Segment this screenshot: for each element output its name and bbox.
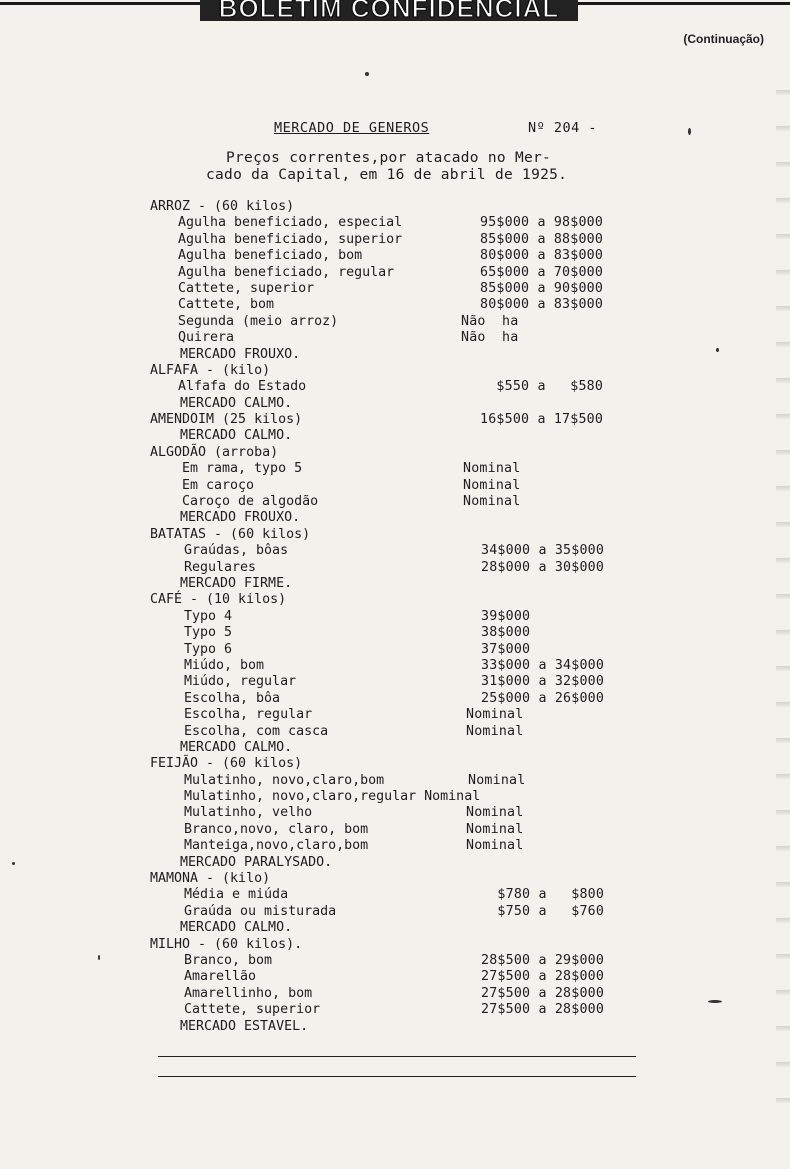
market-status: MERCADO CALMO.	[180, 428, 293, 444]
subtitle	[206, 150, 646, 184]
category-label: AMENDOIM (25 kilos)	[150, 412, 303, 428]
price-row	[0, 642, 790, 658]
item-label: Manteiga,novo,claro,bom	[184, 838, 369, 854]
price-row	[0, 838, 790, 854]
price-row	[0, 707, 790, 723]
market-status-row	[0, 855, 790, 871]
price-row	[0, 674, 790, 690]
speck	[98, 955, 100, 960]
price-row	[0, 314, 790, 330]
category-label: MILHO - (60 kilos).	[150, 936, 303, 952]
price-list	[0, 199, 790, 1035]
item-label: Cattete, superior	[178, 280, 315, 296]
item-price: Não ha	[461, 313, 519, 329]
item-label: Mulatinho, velho	[184, 805, 313, 821]
item-label: Miúdo, bom	[184, 657, 265, 673]
price-row	[0, 773, 790, 789]
speck	[688, 128, 691, 135]
category-row	[0, 412, 790, 428]
item-price: 38$000	[481, 625, 531, 641]
item-price: Nominal	[466, 821, 524, 837]
category-row	[0, 445, 790, 461]
item-label: Agulha beneficiado, especial	[178, 215, 403, 231]
item-price: Nominal	[466, 707, 524, 723]
speck	[12, 862, 15, 865]
price-row	[0, 691, 790, 707]
item-price: Não ha	[461, 330, 519, 346]
item-label: Agulha beneficiado, superior	[178, 231, 403, 247]
item-price: 28$000 a 30$000	[481, 559, 605, 575]
market-status: MERCADO FIRME.	[180, 575, 293, 591]
price-row	[0, 724, 790, 740]
item-label: Agulha beneficiado, bom	[178, 248, 363, 264]
item-price: 95$000 a 98$000	[480, 215, 604, 231]
category-row	[0, 199, 790, 215]
item-price: $750 a $760	[481, 903, 605, 919]
item-label: Typo 5	[184, 625, 233, 641]
market-status: MERCADO FROUXO.	[180, 346, 301, 362]
price-row	[0, 281, 790, 297]
subtitle-line-2: cado da Capital, em 16 de abril de 1925.	[206, 167, 568, 183]
market-status: MERCADO CALMO.	[180, 920, 293, 936]
category-row	[0, 756, 790, 772]
price-row	[0, 265, 790, 281]
market-status: MERCADO ESTAVEL.	[180, 1018, 309, 1034]
category-row	[0, 527, 790, 543]
item-label: Quirera	[178, 330, 235, 346]
item-label: Em rama, typo 5	[182, 461, 303, 477]
item-label: Mulatinho, novo,claro,bom	[184, 772, 385, 788]
price-row	[0, 625, 790, 641]
price-row	[0, 543, 790, 559]
price-row	[0, 297, 790, 313]
price-row	[0, 789, 790, 805]
subtitle-line-1: Preços correntes,por atacado no Mer-	[226, 150, 552, 166]
masthead-title: BOLETIM CONFIDENCIAL	[200, 0, 578, 21]
item-price: 80$000 a 83$000	[480, 248, 604, 264]
market-status-row	[0, 396, 790, 412]
price-row	[0, 461, 790, 477]
item-price: 37$000	[481, 641, 531, 657]
speck	[716, 348, 719, 352]
price-row	[0, 478, 790, 494]
market-status: MERCADO PARALYSADO.	[180, 854, 333, 870]
item-price: 31$000 a 32$000	[481, 674, 605, 690]
market-status: MERCADO CALMO.	[180, 739, 293, 755]
market-status: MERCADO FROUXO.	[180, 510, 301, 526]
price-row	[0, 1002, 790, 1018]
item-label: Graúdas, bôas	[184, 543, 289, 559]
price-row	[0, 822, 790, 838]
item-price: 28$500 a 29$000	[481, 952, 605, 968]
category-label: ALFAFA - (kilo)	[150, 362, 271, 378]
item-price: 27$500 a 28$000	[481, 1002, 605, 1018]
item-price: Nominal	[463, 477, 521, 493]
rule-2	[158, 1076, 636, 1077]
item-price: $550 a $580	[480, 379, 604, 395]
price-row	[0, 248, 790, 264]
category-label: ARROZ - (60 kilos)	[150, 199, 295, 214]
item-label: Typo 6	[184, 641, 233, 657]
item-price: 34$000 a 35$000	[481, 543, 605, 559]
price-row	[0, 215, 790, 231]
item-label: Branco,novo, claro, bom	[184, 821, 369, 837]
price-row	[0, 609, 790, 625]
price-row	[0, 986, 790, 1002]
item-price: Nominal	[463, 494, 521, 510]
speck	[708, 1000, 722, 1003]
market-status-row	[0, 347, 790, 363]
category-label: ALGODÃO (arroba)	[150, 444, 279, 460]
item-price: 85$000 a 90$000	[480, 280, 604, 296]
item-label: Escolha, bôa	[184, 690, 281, 706]
item-label: Em caroço	[182, 477, 255, 493]
market-status-row	[0, 428, 790, 444]
item-price: 39$000	[481, 608, 531, 624]
category-label: CAFÉ - (10 kilos)	[150, 592, 287, 608]
item-label: Mulatinho, novo,claro,regular Nominal	[184, 789, 481, 805]
item-price: 27$500 a 28$000	[481, 985, 605, 1001]
item-price: 65$000 a 70$000	[480, 264, 604, 280]
item-label: Escolha, regular	[184, 707, 313, 723]
price-row	[0, 904, 790, 920]
market-status: MERCADO CALMO.	[180, 395, 293, 411]
item-label: Cattete, superior	[184, 1002, 321, 1018]
category-label: FEIJÃO - (60 kilos)	[150, 756, 303, 772]
speck	[365, 72, 369, 76]
item-price: 33$000 a 34$000	[481, 657, 605, 673]
market-status-row	[0, 576, 790, 592]
category-row	[0, 937, 790, 953]
item-price: Nominal	[466, 838, 524, 854]
item-label: Cattete, bom	[178, 297, 275, 313]
rule-1	[158, 1056, 636, 1057]
item-price: Nominal	[466, 723, 524, 739]
item-label: Amarellinho, bom	[184, 985, 313, 1001]
price-row	[0, 560, 790, 576]
price-row	[0, 969, 790, 985]
item-price: Nominal	[468, 772, 526, 788]
item-label: Segunda (meio arroz)	[178, 313, 339, 329]
price-row	[0, 887, 790, 903]
item-price: 85$000 a 88$000	[480, 231, 604, 247]
continuation-label: (Continuação)	[683, 32, 764, 46]
item-label: Caroço de algodão	[182, 494, 319, 510]
price-row	[0, 330, 790, 346]
price-row	[0, 232, 790, 248]
item-label: Miúdo, regular	[184, 674, 297, 690]
item-label: Média e miúda	[184, 887, 289, 903]
item-label: Graúda ou misturada	[184, 903, 337, 919]
market-status-row	[0, 510, 790, 526]
market-status-row	[0, 920, 790, 936]
category-label: BATATAS - (60 kilos)	[150, 526, 311, 542]
category-row	[0, 592, 790, 608]
item-price: 27$500 a 28$000	[481, 969, 605, 985]
category-row	[0, 871, 790, 887]
item-price: 16$500 a 17$500	[480, 412, 604, 428]
category-label: MAMONA - (kilo)	[150, 871, 271, 887]
item-price: Nominal	[466, 805, 524, 821]
market-status-row	[0, 1019, 790, 1035]
item-price: Nominal	[463, 461, 521, 477]
item-label: Alfafa do Estado	[178, 379, 307, 395]
document-title: MERCADO DE GENEROS	[274, 120, 430, 136]
market-status-row	[0, 740, 790, 756]
item-label: Agulha beneficiado, regular	[178, 264, 395, 280]
category-row	[0, 363, 790, 379]
price-row	[0, 658, 790, 674]
item-label: Escolha, com casca	[184, 723, 329, 739]
item-label: Typo 4	[184, 608, 233, 624]
item-label: Regulares	[184, 559, 257, 575]
item-label: Branco, bom	[184, 952, 273, 968]
price-row	[0, 805, 790, 821]
item-label: Amarellão	[184, 969, 257, 985]
item-price: $780 a $800	[481, 887, 605, 903]
item-price: 80$000 a 83$000	[480, 297, 604, 313]
price-row	[0, 494, 790, 510]
bulletin-number: Nº 204 -	[528, 120, 598, 136]
price-row	[0, 953, 790, 969]
price-row	[0, 379, 790, 395]
item-price: 25$000 a 26$000	[481, 690, 605, 706]
